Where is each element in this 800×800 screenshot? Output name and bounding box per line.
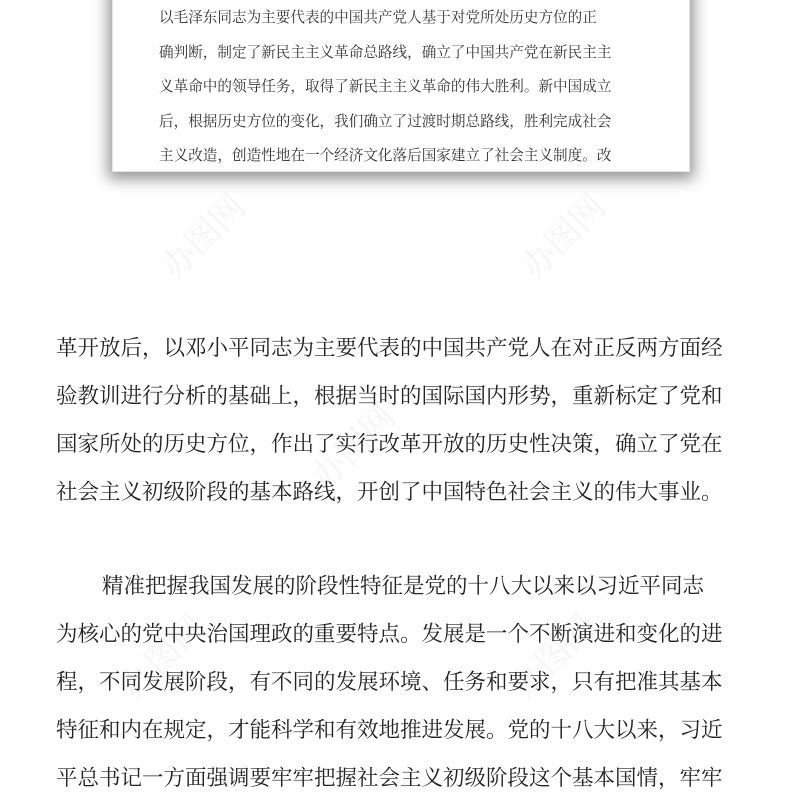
paragraph-2 [56, 563, 756, 800]
paragraph-line: 程，不同发展阶段，有不同的发展环境、任务和要求，只有把准其基本 [56, 670, 723, 695]
paragraph-line: 国家所处的历史方位，作出了实行改革开放的历史性决策，确立了党在 [56, 432, 723, 457]
paragraph-line: 特征和内在规定，才能科学和有效地推进发展。党的十八大以来，习近 [56, 718, 723, 743]
card-text-line: 后，根据历史方位的变化，我们确立了过渡时期总路线，胜利完成社会 [159, 112, 612, 130]
card-text-line: 主义改造，创造性地在一个经济文化落后国家建立了社会主义制度。改 [159, 147, 612, 164]
paragraph-1 [56, 325, 756, 517]
watermark: 办图网 [113, 606, 214, 708]
quote-card [112, 0, 690, 172]
watermark: 办图网 [303, 396, 404, 498]
paragraph-line: 验教训进行分析的基础上，根据当时的国际国内形势，重新标定了党和 [56, 384, 723, 409]
card-text-line: 确判断，制定了新民主主义革命总路线，确立了中国共产党在新民主主 [159, 43, 612, 61]
paragraph-line: 社会主义初级阶段的基本路线，开创了中国特色社会主义的伟大事业。 [56, 480, 723, 505]
paragraph-line: 平总书记一方面强调要牢牢把握社会主义初级阶段这个基本国情，牢牢 [56, 766, 723, 791]
quote-card-text [159, 1, 654, 174]
paragraph-line: 精准把握我国发展的阶段性特征是党的十八大以来以习近平同志 [102, 574, 705, 599]
paragraph-line: 为核心的党中央治国理政的重要特点。发展是一个不断演进和变化的进 [56, 622, 723, 647]
watermark: 办图网 [513, 186, 614, 288]
paragraph-line: 革开放后，以邓小平同志为主要代表的中国共产党人在对正反两方面经 [56, 336, 723, 361]
card-text-line: 以毛泽东同志为主要代表的中国共产党人基于对党所处历史方位的正 [159, 9, 597, 26]
watermark: 办图网 [153, 186, 254, 288]
watermark: 办图网 [503, 606, 604, 708]
card-text-line: 义革命中的领导任务，取得了新民主主义革命的伟大胜利。新中国成立 [159, 78, 612, 95]
